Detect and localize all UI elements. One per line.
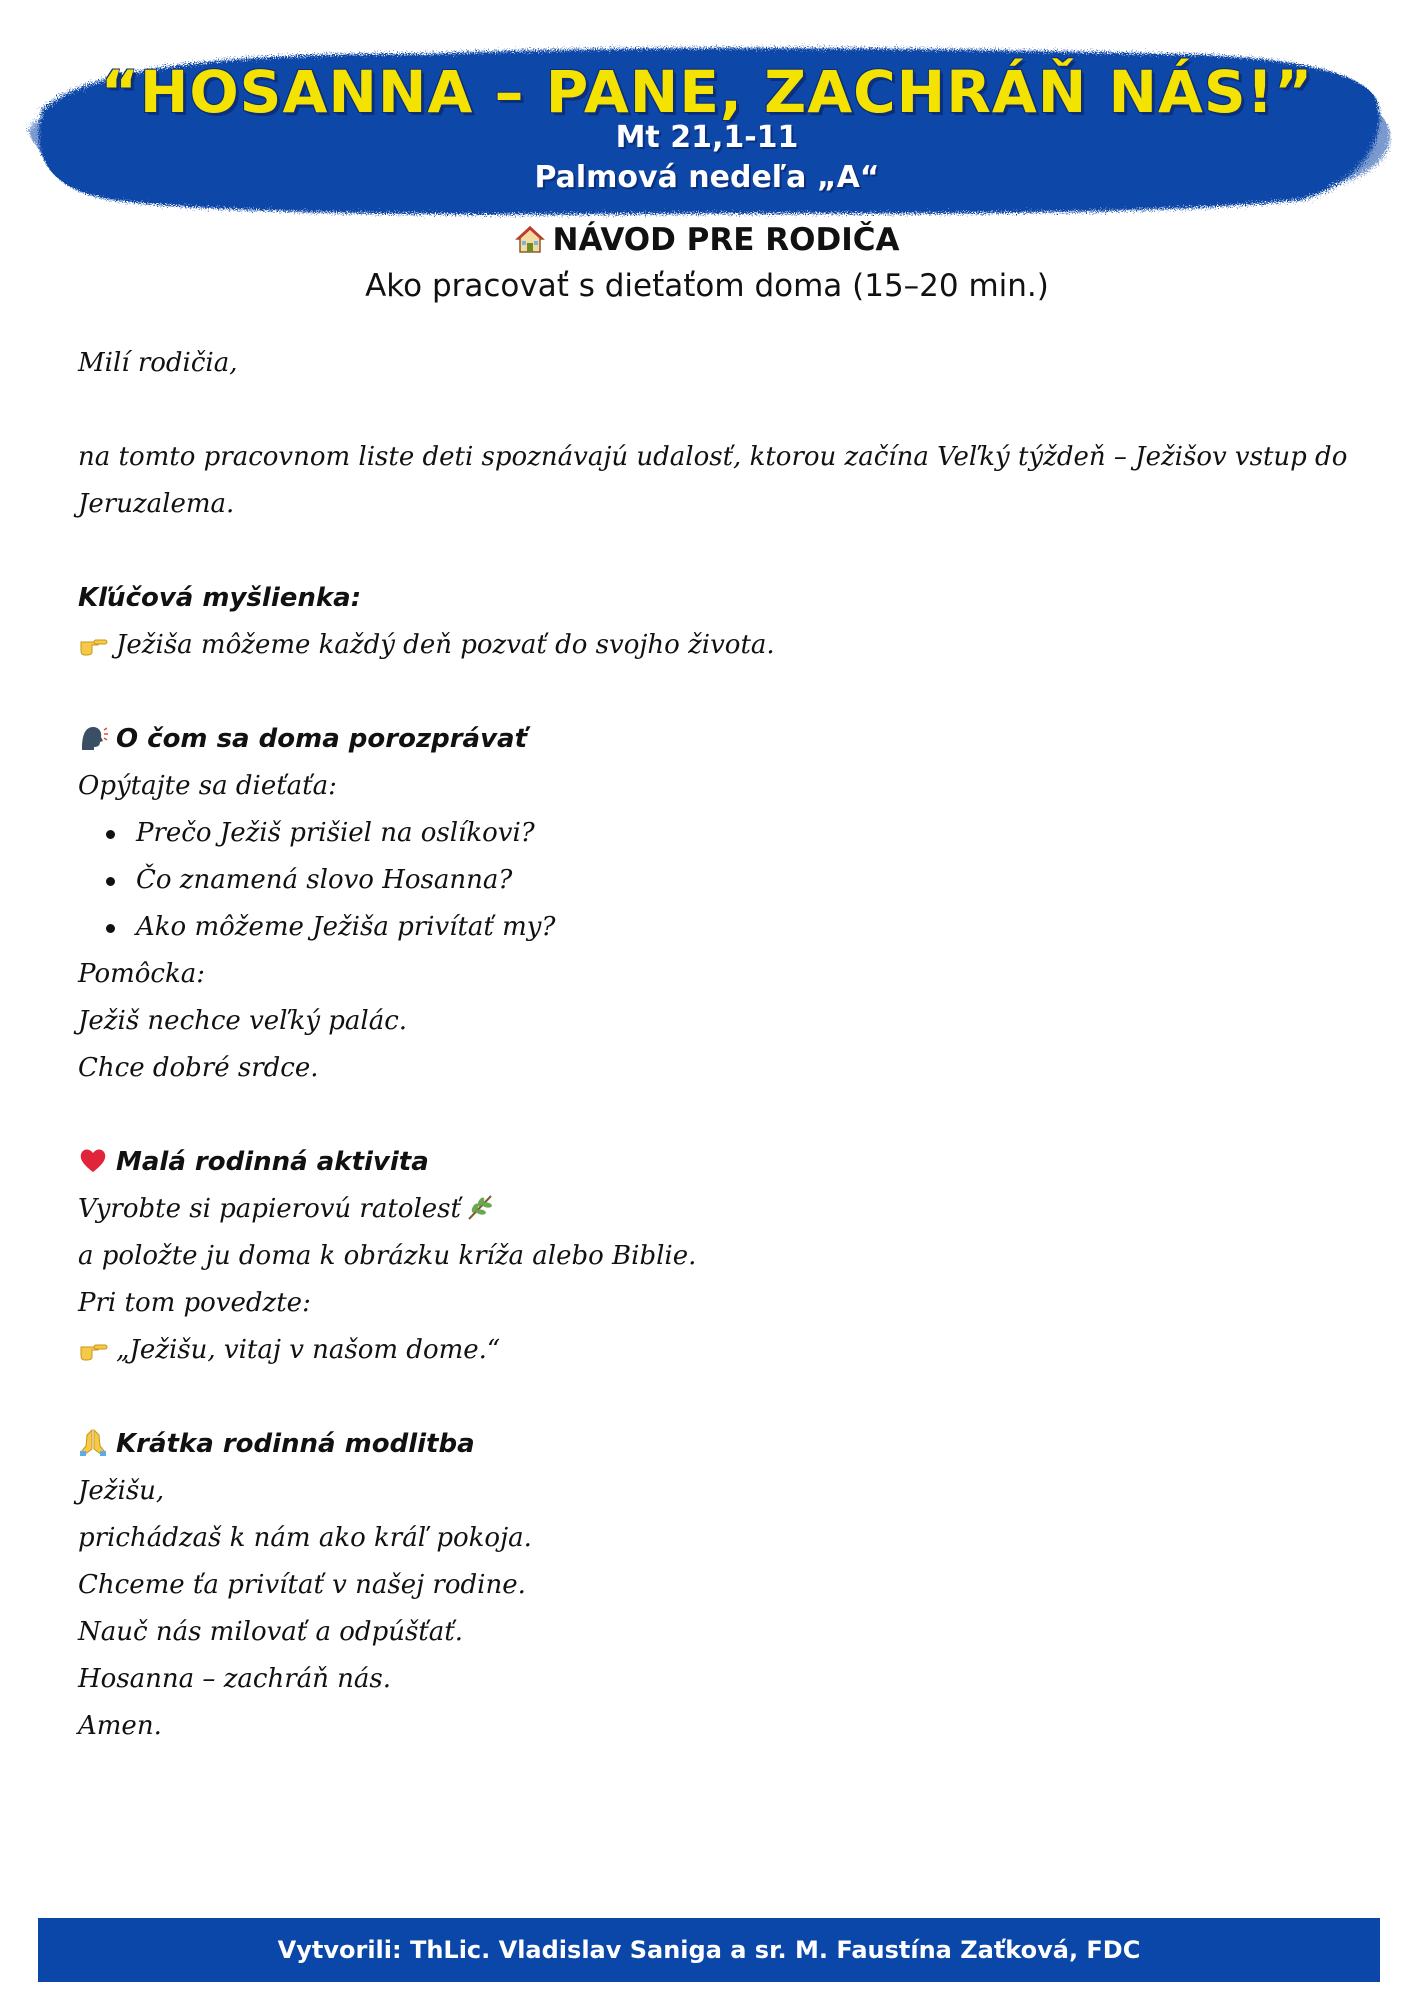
praying-hands-icon (78, 1426, 108, 1456)
talk-ask: Opýtajte sa dieťaťa: (78, 771, 337, 801)
guide-subtitle: Ako pracovať s dieťaťom doma (15–20 min.) (365, 268, 1049, 304)
footer-credits: Vytvorili: ThLic. Vladislav Saniga a sr. M. Faustína Zaťková, FDC (38, 1918, 1380, 1982)
key-thought-heading: Kľúčová myšlienka: (78, 583, 362, 613)
hint-label: Pomôcka: (78, 959, 205, 989)
bible-reference: Mt 21,1-11 (615, 120, 799, 155)
guide-title-row (0, 222, 1414, 258)
liturgical-sunday: Palmová nedeľa „A“ (534, 160, 880, 195)
olive-branch-icon (465, 1191, 495, 1221)
heart-icon (78, 1144, 108, 1174)
activity-quote-line (78, 1327, 1348, 1374)
activity-quote: „Ježišu, vitaj v našom dome.“ (116, 1335, 501, 1365)
list-item: Ako môžeme Ježiša privítať my? (136, 904, 1348, 951)
hint-line: Ježiš nechce veľký palác. (78, 1006, 408, 1036)
key-thought-line (78, 622, 1348, 669)
pointing-hand-icon (78, 1332, 108, 1362)
prayer-line: Ježišu, (78, 1476, 165, 1506)
prayer-heading: Krátka rodinná modlitba (116, 1429, 475, 1459)
talk-heading-row (78, 716, 1348, 763)
activity-text: Vyrobte si papierovú ratolesť (78, 1194, 461, 1224)
guide-title: NÁVOD PRE RODIČA (552, 222, 900, 258)
activity-line-2: a položte ju doma k obrázku kríža alebo Biblie. (78, 1241, 697, 1271)
speaking-head-icon (78, 721, 108, 751)
talk-heading: O čom sa doma porozprávať (116, 724, 527, 754)
list-item: Prečo Ježiš prišiel na oslíkovi? (136, 810, 1348, 857)
question-list (78, 810, 1348, 951)
prayer-line: Chceme ťa privítať v našej rodine. (78, 1570, 526, 1600)
guide-header (0, 222, 1414, 304)
house-icon (515, 224, 545, 254)
prayer-line: prichádzaš k nám ako kráľ pokoja. (78, 1523, 532, 1553)
pointing-hand-icon (78, 627, 108, 657)
greeting: Milí rodičia, (78, 348, 238, 378)
key-thought-text: Ježiša môžeme každý deň pozvať do svojho života. (116, 630, 775, 660)
activity-heading-row (78, 1139, 1348, 1186)
hint-line: Chce dobré srdce. (78, 1053, 319, 1083)
list-item: Čo znamená slovo Hosanna? (136, 857, 1348, 904)
prayer-line: Hosanna – zachráň nás. (78, 1664, 391, 1694)
main-content (78, 340, 1348, 1750)
intro-paragraph: na tomto pracovnom liste deti spoznávajú udalosť, ktorou začína Veľký týždeň – Ježišov vstup do Jeruzalema. (78, 442, 1348, 519)
activity-line-1 (78, 1186, 1348, 1233)
prayer-heading-row (78, 1421, 1348, 1468)
page-title: “HOSANNA – PANE, ZACHRÁŇ NÁS!” (100, 58, 1314, 126)
prayer-line: Amen. (78, 1711, 162, 1741)
activity-line-3: Pri tom povedzte: (78, 1288, 311, 1318)
prayer-line: Nauč nás milovať a odpúšťať. (78, 1617, 463, 1647)
activity-heading: Malá rodinná aktivita (116, 1147, 429, 1177)
